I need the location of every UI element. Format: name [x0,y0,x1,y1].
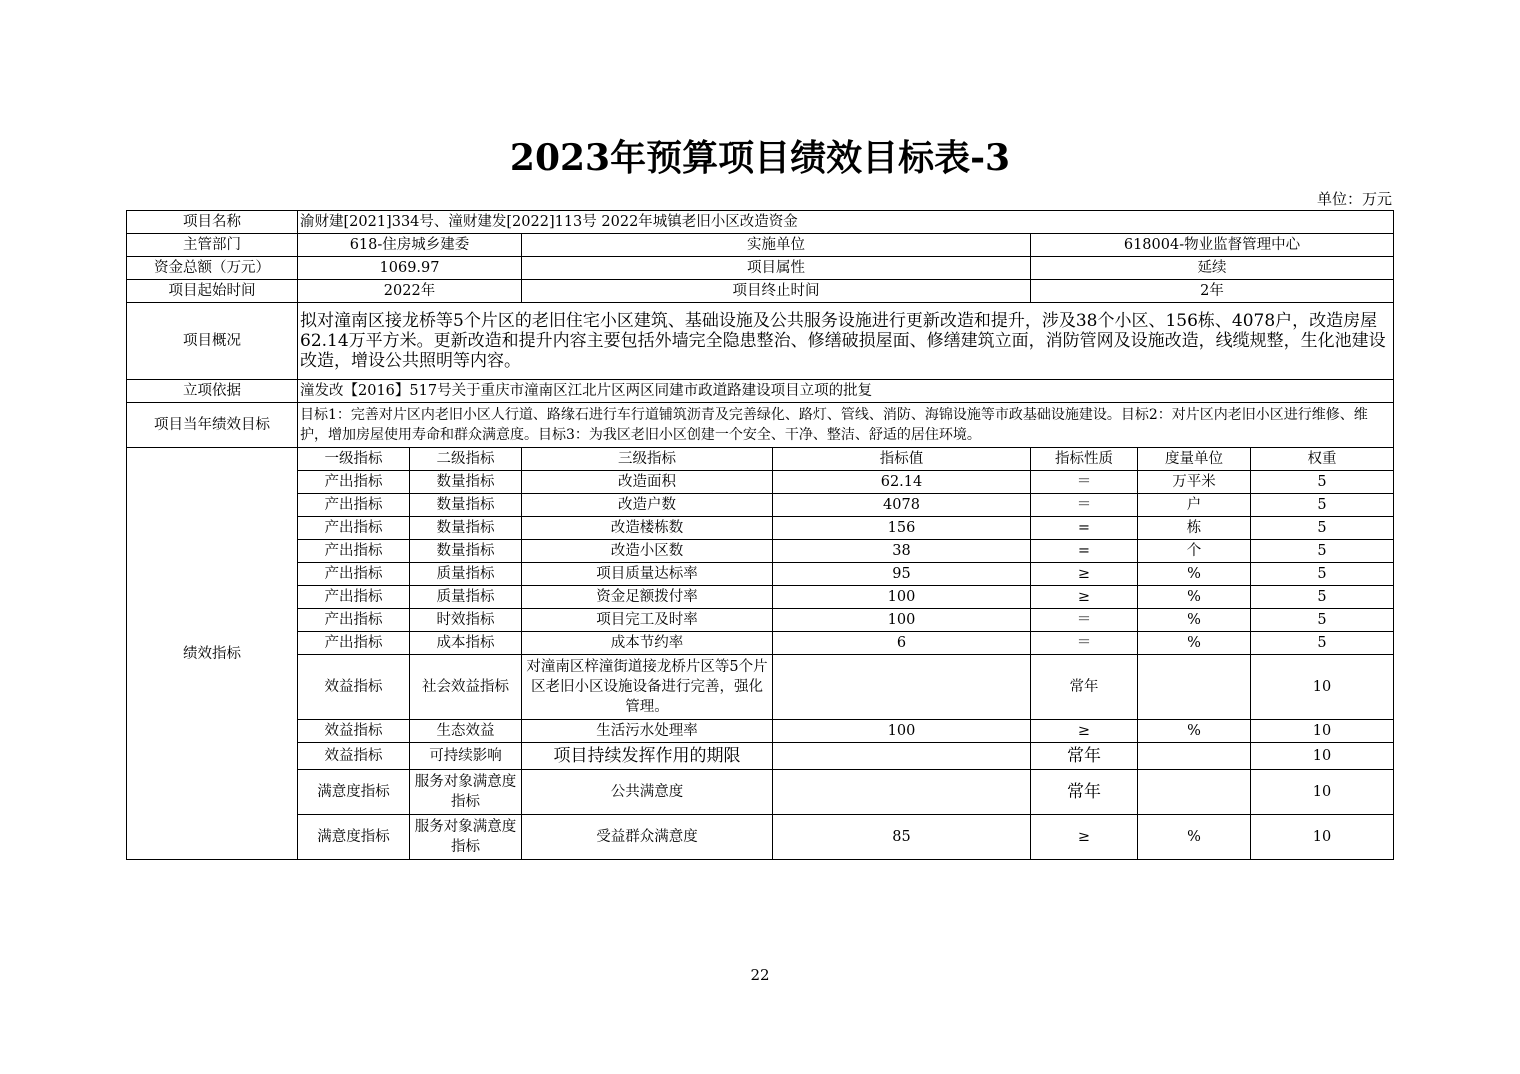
nature-cell: 常年 [1031,770,1138,815]
value-cell [773,770,1031,815]
nature-cell: 常年 [1031,655,1138,720]
level2-cell: 成本指标 [410,632,522,655]
header-value: 指标值 [773,448,1031,471]
start-value: 2022年 [298,280,522,303]
nature-cell: ≥ [1031,563,1138,586]
perf-label: 绩效指标 [127,448,298,860]
weight-cell: 5 [1251,609,1394,632]
impl-label: 实施单位 [522,234,1031,257]
level1-cell: 产出指标 [298,517,410,540]
weight-cell: 10 [1251,655,1394,720]
level3-cell: 项目持续发挥作用的期限 [522,743,773,770]
value-cell: 85 [773,815,1031,860]
table-row [127,494,1394,517]
table-row [127,540,1394,563]
basis-label: 立项依据 [127,380,298,403]
unit-cell: % [1138,563,1251,586]
level1-cell: 效益指标 [298,720,410,743]
page-number: 22 [750,966,770,984]
project-name-label: 项目名称 [127,211,298,234]
unit-cell: 栋 [1138,517,1251,540]
level3-cell: 资金足额拨付率 [522,586,773,609]
level3-cell: 改造户数 [522,494,773,517]
row-overview [127,303,1394,380]
nature-cell: ＝ [1031,494,1138,517]
header-unit: 度量单位 [1138,448,1251,471]
unit-cell: 户 [1138,494,1251,517]
header-level1: 一级指标 [298,448,410,471]
level3-cell: 项目完工及时率 [522,609,773,632]
goal-value: 目标1：完善对片区内老旧小区人行道、路缘石进行车行道铺筑沥青及完善绿化、路灯、管线、消防、海锦设施等市政基础设施建设。目标2：对片区内老旧小区进行维修、维护，增加房屋使用寿命和群众满意度。目标3：为我区老旧小区创建一个安全、干净、整洁、舒适的居住环境。 [298,403,1394,448]
nature-cell: = [1031,540,1138,563]
level2-cell: 数量指标 [410,471,522,494]
value-cell: 156 [773,517,1031,540]
header-level2: 二级指标 [410,448,522,471]
weight-cell: 5 [1251,632,1394,655]
unit-label: 单位：万元 [1316,190,1392,208]
level2-cell: 数量指标 [410,517,522,540]
level1-cell: 满意度指标 [298,815,410,860]
value-cell [773,655,1031,720]
table-row [127,471,1394,494]
weight-cell: 5 [1251,471,1394,494]
level2-cell: 数量指标 [410,540,522,563]
value-cell [773,743,1031,770]
performance-table [126,210,1394,860]
level2-cell: 服务对象满意度指标 [410,770,522,815]
unit-cell: % [1138,632,1251,655]
header-weight: 权重 [1251,448,1394,471]
weight-cell: 5 [1251,563,1394,586]
level1-cell: 满意度指标 [298,770,410,815]
impl-value: 618004-物业监督管理中心 [1031,234,1394,257]
table-row [127,770,1394,815]
unit-cell: % [1138,815,1251,860]
level3-cell: 对潼南区梓潼街道接龙桥片区等5个片区老旧小区设施设备进行完善，强化管理。 [522,655,773,720]
level3-cell: 公共满意度 [522,770,773,815]
end-label: 项目终止时间 [522,280,1031,303]
level3-cell: 项目质量达标率 [522,563,773,586]
weight-cell: 10 [1251,743,1394,770]
table-row [127,720,1394,743]
row-time [127,280,1394,303]
level3-cell: 生活污水处理率 [522,720,773,743]
nature-cell: 常年 [1031,743,1138,770]
level1-cell: 效益指标 [298,655,410,720]
level1-cell: 产出指标 [298,494,410,517]
table-row [127,655,1394,720]
level1-cell: 效益指标 [298,743,410,770]
goal-label: 项目当年绩效目标 [127,403,298,448]
table-row [127,743,1394,770]
level2-cell: 质量指标 [410,563,522,586]
basis-value: 潼发改【2016】517号关于重庆市潼南区江北片区两区同建市政道路建设项目立项的批复 [298,380,1394,403]
value-cell: 6 [773,632,1031,655]
value-cell: 95 [773,563,1031,586]
weight-cell: 10 [1251,720,1394,743]
unit-cell: 个 [1138,540,1251,563]
unit-cell [1138,655,1251,720]
value-cell: 100 [773,609,1031,632]
page-title: 2023年预算项目绩效目标表-3 [509,137,1011,179]
nature-cell: ＝ [1031,471,1138,494]
header-nature: 指标性质 [1031,448,1138,471]
level1-cell: 产出指标 [298,540,410,563]
weight-cell: 5 [1251,494,1394,517]
overview-label: 项目概况 [127,303,298,380]
level2-cell: 时效指标 [410,609,522,632]
table-row [127,815,1394,860]
nature-cell: ≥ [1031,586,1138,609]
level2-cell: 服务对象满意度指标 [410,815,522,860]
table-row [127,632,1394,655]
value-cell: 100 [773,720,1031,743]
weight-cell: 10 [1251,770,1394,815]
project-name-value: 渝财建[2021]334号、潼财建发[2022]113号 2022年城镇老旧小区改造资金 [298,211,1394,234]
start-label: 项目起始时间 [127,280,298,303]
unit-cell: % [1138,586,1251,609]
overview-value: 拟对潼南区接龙桥等5个片区的老旧住宅小区建筑、基础设施及公共服务设施进行更新改造和提升，涉及38个小区、156栋、4078户，改造房屋62.14万平方米。更新改造和提升内容主要包括外墙完全隐患整治、修缮破损屋面、修缮建筑立面，消防管网及设施改造，线缆规整，生化池建设改造，增设公共照明等内容。 [298,303,1394,380]
row-department [127,234,1394,257]
weight-cell: 10 [1251,815,1394,860]
row-goal [127,403,1394,448]
fund-label: 资金总额（万元） [127,257,298,280]
attr-label: 项目属性 [522,257,1031,280]
level1-cell: 产出指标 [298,563,410,586]
nature-cell: ≥ [1031,815,1138,860]
level2-cell: 质量指标 [410,586,522,609]
level3-cell: 改造面积 [522,471,773,494]
level2-cell: 数量指标 [410,494,522,517]
value-cell: 100 [773,586,1031,609]
row-basis [127,380,1394,403]
level1-cell: 产出指标 [298,471,410,494]
unit-cell: 万平米 [1138,471,1251,494]
level2-cell: 社会效益指标 [410,655,522,720]
attr-value: 延续 [1031,257,1394,280]
value-cell: 38 [773,540,1031,563]
table-row [127,517,1394,540]
level3-cell: 成本节约率 [522,632,773,655]
level3-cell: 受益群众满意度 [522,815,773,860]
value-cell: 4078 [773,494,1031,517]
perf-header-row [127,448,1394,471]
end-value: 2年 [1031,280,1394,303]
table-row [127,586,1394,609]
nature-cell: ≥ [1031,720,1138,743]
level2-cell: 生态效益 [410,720,522,743]
weight-cell: 5 [1251,517,1394,540]
level3-cell: 改造小区数 [522,540,773,563]
nature-cell: ＝ [1031,632,1138,655]
weight-cell: 5 [1251,540,1394,563]
header-level3: 三级指标 [522,448,773,471]
unit-cell [1138,743,1251,770]
fund-value: 1069.97 [298,257,522,280]
nature-cell: ＝ [1031,609,1138,632]
table-row [127,609,1394,632]
level1-cell: 产出指标 [298,632,410,655]
level1-cell: 产出指标 [298,586,410,609]
level3-cell: 改造楼栋数 [522,517,773,540]
level1-cell: 产出指标 [298,609,410,632]
unit-cell: % [1138,609,1251,632]
row-fund [127,257,1394,280]
unit-cell: % [1138,720,1251,743]
table-row [127,563,1394,586]
nature-cell: = [1031,517,1138,540]
dept-value: 618-住房城乡建委 [298,234,522,257]
level2-cell: 可持续影响 [410,743,522,770]
dept-label: 主管部门 [127,234,298,257]
value-cell: 62.14 [773,471,1031,494]
row-project-name [127,211,1394,234]
weight-cell: 5 [1251,586,1394,609]
unit-cell [1138,770,1251,815]
